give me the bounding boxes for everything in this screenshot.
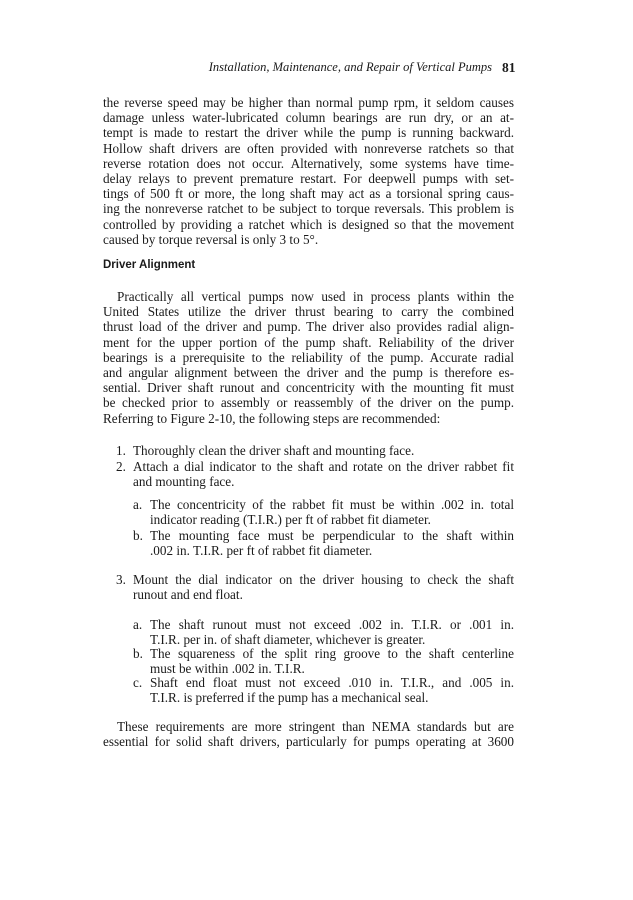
page-number: 81 <box>502 60 516 75</box>
text-line: tempt is made to restart the driver while the pump is running backward. <box>103 125 514 141</box>
list-marker: b. <box>133 528 143 543</box>
text-line: caused by torque reversal is only 3 to 5°. <box>103 231 319 247</box>
text-line: T.I.R. per in. of shaft diameter, whichever is greater. <box>150 632 426 648</box>
text-line: United States utilize the driver thrust bearing to carry the combined <box>103 304 514 320</box>
text-line: sential. Driver shaft runout and concentricity with the mounting fit must <box>103 380 514 396</box>
text-line: The mounting face must be perpendicular to the shaft within <box>150 528 514 543</box>
text-line: The squareness of the split ring groove to the shaft centerline <box>150 646 514 661</box>
text-line: Shaft end float must not exceed .010 in. T.I.R., and .005 in. <box>150 675 514 690</box>
section-heading: Driver Alignment <box>103 259 196 271</box>
text-line: and angular alignment between the driver and the pump is therefore es- <box>103 365 514 380</box>
text-line: .002 in. T.I.R. per ft of rabbet fit diameter. <box>150 543 373 559</box>
text-line: and mounting face. <box>133 474 235 490</box>
text-line: runout and end float. <box>133 587 243 603</box>
text-line: ing the nonreverse ratchet to be subject to torque reversals. This problem is <box>103 201 514 217</box>
text-line: indicator reading (T.I.R.) per ft of rabbet fit diameter. <box>150 512 431 528</box>
list-marker: b. <box>133 646 143 661</box>
text-line: essential for solid shaft drivers, particularly for pumps operating at 3600 <box>103 734 514 750</box>
text-line: delay relays to prevent premature restart. For deepwell pumps with set- <box>103 171 514 186</box>
text-line: T.I.R. is preferred if the pump has a mechanical seal. <box>150 690 429 706</box>
list-marker: a. <box>133 617 143 632</box>
text-line: Hollow shaft drivers are often provided with nonreverse ratchets so that <box>103 140 514 156</box>
list-marker: c. <box>133 675 143 690</box>
text-line: thrust load of the driver and pump. The driver also provides radial align- <box>103 319 514 335</box>
running-title: Installation, Maintenance, and Repair of Vertical Pumps <box>208 60 492 74</box>
text-line: ment for the upper portion of the pump shaft. Reliability of the driver <box>103 334 514 350</box>
text-line: Thoroughly clean the driver shaft and mounting face. <box>133 443 415 458</box>
text-line: be checked prior to assembly or reassembly of the driver on the pump. <box>103 395 514 411</box>
text-line: The shaft runout must not exceed .002 in. T.I.R. or .001 in. <box>150 617 514 632</box>
list-marker: 1. <box>116 443 126 458</box>
text-line: controlled by providing a ratchet which is designed so that the movement <box>103 216 514 232</box>
text-line: bearings is a prerequisite to the reliability of the pump. Accurate radial <box>103 349 514 365</box>
text-line: Mount the dial indicator on the driver housing to check the shaft <box>133 572 514 587</box>
text-line: Practically all vertical pumps now used in process plants within the <box>117 289 514 304</box>
text-line: must be within .002 in. T.I.R. <box>150 661 305 677</box>
text-line: reverse rotation does not occur. Alternatively, some systems have time- <box>103 155 514 171</box>
list-marker: 2. <box>116 459 126 474</box>
text-line: These requirements are more stringent than NEMA standards but are <box>117 719 514 734</box>
text-line: tings of 500 ft or more, the long shaft may act as a torsional spring caus- <box>103 186 514 202</box>
list-marker: 3. <box>116 572 126 587</box>
text-line: Referring to Figure 2-10, the following steps are recommended: <box>103 410 441 426</box>
text-line: damage unless water-lubricated column bearings are run dry, or an at- <box>103 110 514 126</box>
text-line: The concentricity of the rabbet fit must be within .002 in. total <box>150 497 514 512</box>
text-line: Attach a dial indicator to the shaft and rotate on the driver rabbet fit <box>133 459 514 474</box>
text-line: the reverse speed may be higher than normal pump rpm, it seldom causes <box>103 95 514 110</box>
list-marker: a. <box>133 497 143 512</box>
